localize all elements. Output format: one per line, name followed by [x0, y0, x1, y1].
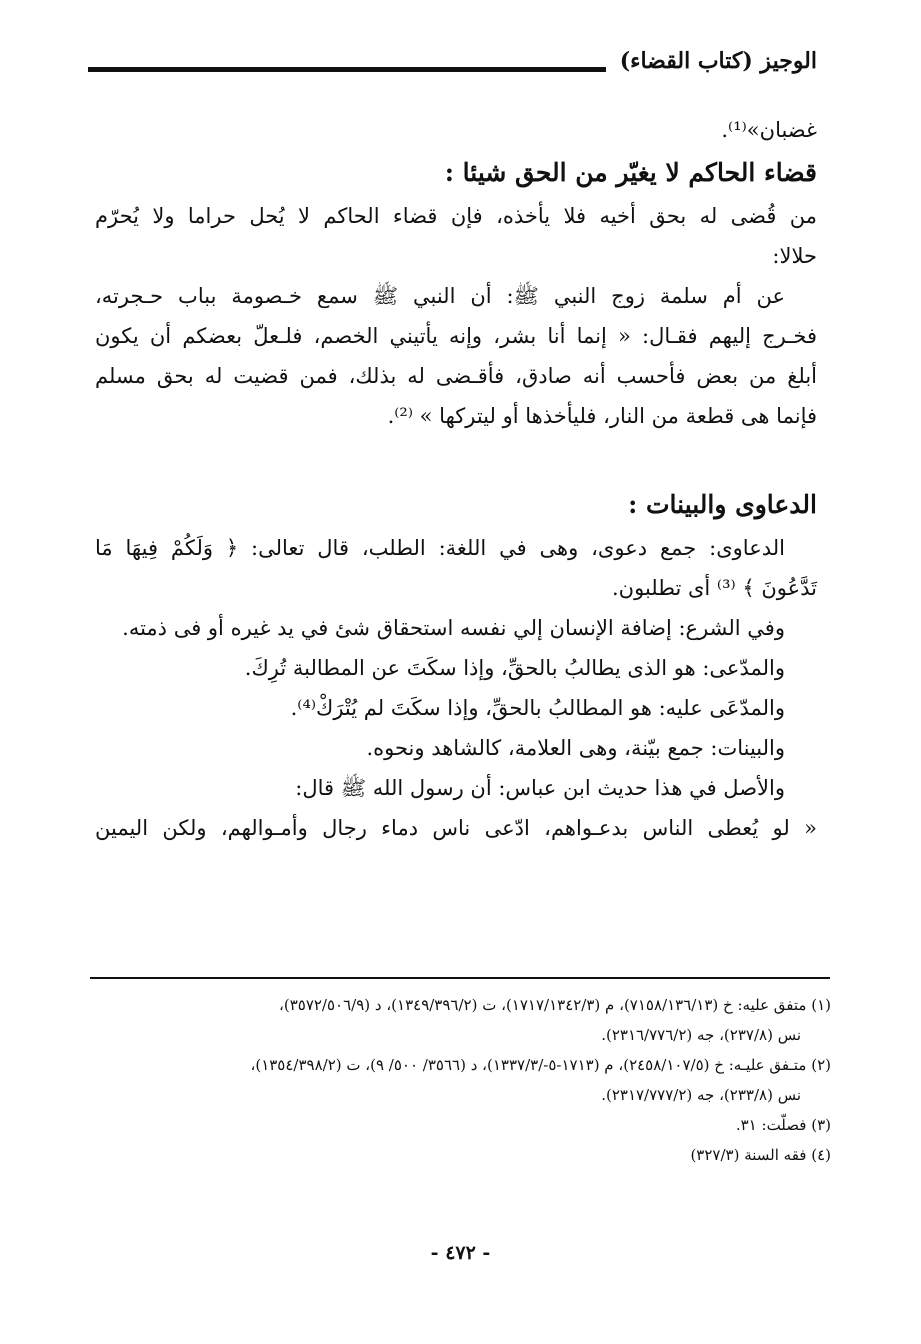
- paragraph-line: والمدّعى: هو الذى يطالبُ بالحقِّ، وإذا سكَتَ عن المطالبة تُرِكَ.: [244, 656, 785, 680]
- footnote-4: (٤) فقه السنة (٣٢٧/٣): [690, 1146, 831, 1164]
- footnote-1: (١) متفق عليه: خ (٧١٥٨/١٣٦/١٣)، م (١٧١٧/١٣٤٢/٣)، ت (١٣٤٩/٣٩٦/٢)، د (٣٥٧٢/٥٠٦/٩)،: [279, 996, 831, 1014]
- paragraph-line: من قُضى له بحق أخيه فلا يأخذه، فإن قضاء الحاكم لا يُحل حراما ولا يُحرّم: [95, 204, 817, 228]
- footnote-2: (٢) متـفق عليـه: خ (٢٤٥٨/١٠٧/٥)، م (١٧١٣-٥-/١٣٣٧/٣)، د (٣٥٦٦/ ٥٠٠/ ٩)، ت (١٣٥٤/٣٩٨/٢)،: [250, 1056, 831, 1074]
- paragraph-line: والمدّعَى عليه: هو المطالبُ بالحقِّ، وإذا سكَتَ لم يُتْرَكْ⁽⁴⁾.: [290, 696, 785, 720]
- paragraph-line: فإنما هى قطعة من النار، فليأخذها أو ليتركها » ⁽²⁾.: [387, 404, 817, 428]
- page-number: - ٤٧٢ -: [430, 1242, 491, 1264]
- paragraph-line: « لو يُعطى الناس بدعـواهم، ادّعى ناس دماء رجال وأمـوالهم، ولكن اليمين: [95, 816, 817, 840]
- paragraph-line: وفي الشرع: إضافة الإنسان إلي نفسه استحقاق شئ في يد غيره أو فى ذمته.: [122, 616, 785, 640]
- paragraph-line: والبينات: جمع بيّنة، وهى العلامة، كالشاهد ونحوه.: [366, 736, 785, 760]
- section-heading: قضاء الحاكم لا يغيّر من الحق شيئا :: [444, 158, 817, 187]
- main-text: [95, 110, 817, 848]
- paragraph-line: الدعاوى: جمع دعوى، وهى في اللغة: الطلب، قال تعالى: ﴿ وَلَكُمْ فِيهَا مَا: [95, 536, 785, 560]
- paragraph-line: عن أم سلمة زوج النبي ﷺ: أن النبي ﷺ سمع خـصومة بباب حـجرته،: [95, 284, 785, 308]
- footnote-3: (٣) فصلّت: ٣١.: [735, 1116, 831, 1134]
- footnote-separator: [90, 977, 830, 979]
- paragraph-line: تَدَّعُونَ ﴾ ⁽³⁾ أى تطلبون.: [612, 576, 817, 600]
- continuation-line: غضبان»⁽¹⁾.: [721, 118, 817, 142]
- footnote-2-continuation: نس (٢٣٣/٨)، جه (٢٣١٧/٧٧٧/٢).: [601, 1086, 801, 1104]
- footnotes: [86, 990, 831, 1170]
- paragraph-line: والأصل في هذا حديث ابن عباس: أن رسول الله ﷺ قال:: [295, 776, 785, 800]
- paragraph-line: فخـرج إليهم فقـال: « إنما أنا بشر، وإنه يأتيني الخصم، فلـعلّ بعضكم أن يكون: [95, 324, 817, 348]
- section-heading: الدعاوى والبينات :: [628, 490, 817, 519]
- running-title: الوجيز (كتاب القضاء): [619, 48, 817, 74]
- paragraph-line: حلالا:: [772, 244, 817, 268]
- section-gap: [95, 436, 817, 482]
- paragraph-line: أبلغ من بعض فأحسب أنه صادق، فأقـضى له بذلك، فمن قضيت له بحق مسلم: [95, 364, 817, 388]
- footnote-1-continuation: نس (٢٣٧/٨)، جه (٢٣١٦/٧٧٦/٢).: [601, 1026, 801, 1044]
- header-rule: [88, 67, 606, 72]
